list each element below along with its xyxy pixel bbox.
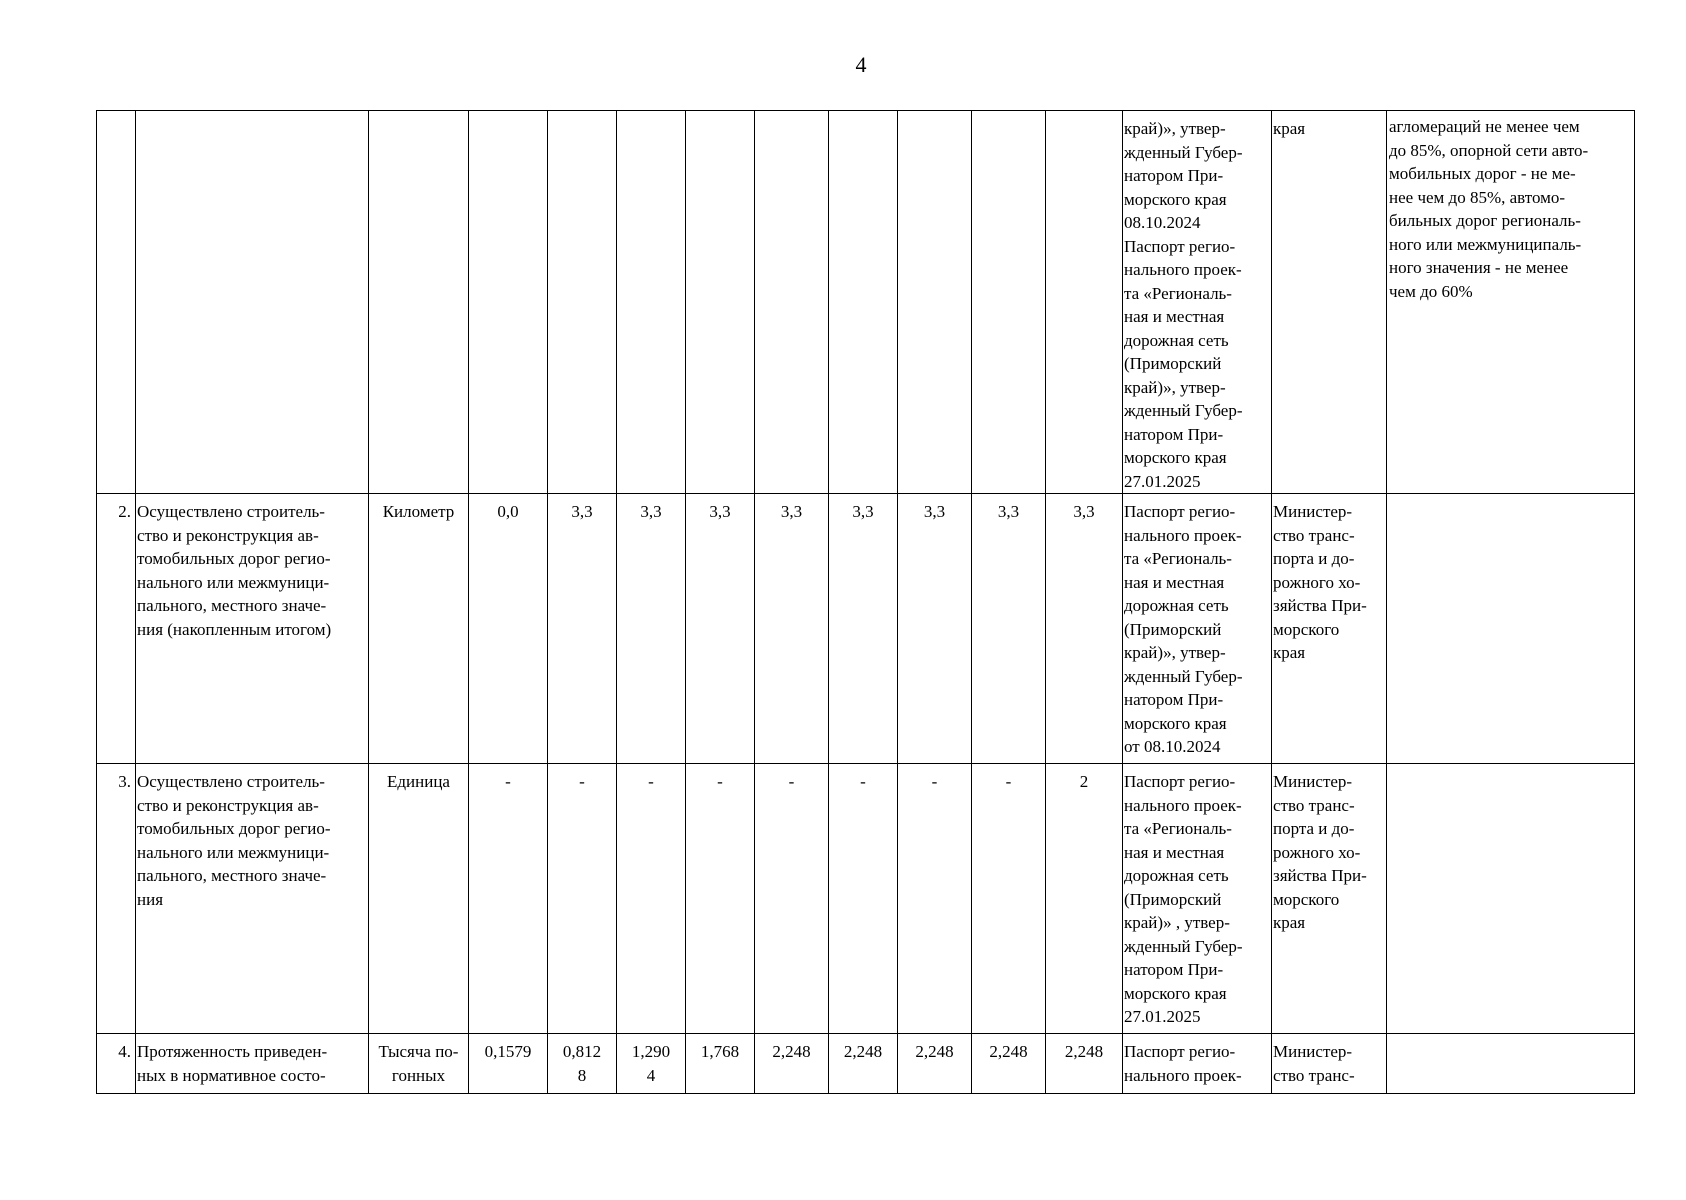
indicator-name-line: пального, местного значе- — [137, 596, 327, 615]
value-cell — [1046, 764, 1123, 1034]
table-body — [97, 111, 1635, 1094]
source-document-line: та «Региональ- — [1124, 283, 1232, 303]
source-document-line: жденный Губер- — [1124, 401, 1243, 420]
value-text — [686, 111, 754, 117]
value-text: 2,248 — [843, 1042, 883, 1061]
value-cell — [755, 764, 829, 1034]
source-document-line: жденный Губер- — [1124, 666, 1243, 686]
value-cell — [755, 1034, 829, 1094]
responsible-body — [1272, 764, 1387, 1034]
source-document — [1123, 111, 1272, 494]
value-text — [617, 111, 685, 117]
responsible-body-line: ство транс- — [1273, 525, 1355, 545]
indicator-name-line: Протяженность приведен- — [137, 1042, 328, 1061]
source-document-line: 27.01.2025 — [1124, 471, 1201, 491]
source-document-line: Паспорт регио- — [1124, 236, 1236, 256]
responsible-body-line: рожного хо- — [1273, 572, 1361, 592]
value-line: 0,812 — [562, 1042, 602, 1061]
value-text — [972, 111, 1045, 117]
source-document-line: морского края — [1124, 713, 1227, 733]
source-document-line: нального проек- — [1124, 1065, 1242, 1085]
value-cell — [686, 494, 755, 764]
responsible-body-line: зяйства При- — [1273, 866, 1367, 885]
source-document-line: Паспорт регио- — [1124, 502, 1236, 521]
indicator-name-line: нального или межмуници- — [137, 842, 330, 862]
source-document-line: ная и местная — [1124, 842, 1225, 862]
value-text: - — [788, 772, 795, 791]
value-cell — [755, 111, 829, 494]
source-document-line: нального проек- — [1124, 260, 1242, 279]
value-text: 2 — [1079, 772, 1089, 791]
source-document-line: ная и местная — [1124, 307, 1225, 326]
value-text: 3,3 — [571, 502, 593, 521]
note-text-line: нее чем до 85%, автомо- — [1389, 187, 1566, 207]
value-text: 3,3 — [709, 502, 731, 521]
row-number-text: 3. — [118, 772, 131, 791]
indicator-name-line: пального, местного значе- — [137, 866, 327, 885]
table-row — [97, 494, 1635, 764]
indicator-name — [136, 494, 369, 764]
note-text — [1387, 494, 1635, 764]
value-text — [469, 111, 547, 117]
value-text: - — [505, 772, 511, 791]
value-text — [755, 111, 828, 117]
value-cell — [548, 111, 617, 494]
source-document-line: край)», утвер- — [1124, 377, 1226, 397]
source-document-line: морского края — [1124, 983, 1227, 1003]
source-document-line: жденный Губер- — [1124, 142, 1243, 162]
indicator-name-line: томобильных дорог регио- — [137, 549, 331, 568]
unit-of-measure — [369, 764, 469, 1034]
source-document-line: (Приморский — [1124, 354, 1222, 373]
indicator-name-line: нального или межмуници- — [137, 572, 330, 592]
source-document-line: (Приморский — [1124, 619, 1222, 639]
value-cell — [898, 764, 972, 1034]
source-document-line: нального проек- — [1124, 525, 1242, 545]
responsible-body-line: порта и до- — [1273, 819, 1355, 838]
responsible-body-line: края — [1273, 643, 1306, 662]
value-text — [898, 111, 971, 117]
source-document-line: та «Региональ- — [1124, 819, 1232, 838]
indicator-name — [136, 764, 369, 1034]
value-text: 3,3 — [923, 502, 946, 521]
value-cell — [686, 1034, 755, 1094]
value-text: - — [579, 772, 585, 791]
source-document-line: (Приморский — [1124, 889, 1222, 909]
responsible-body-line: Министер- — [1273, 502, 1353, 521]
unit-of-measure-line: Единица — [387, 772, 450, 791]
value-cell — [469, 1034, 548, 1094]
source-document — [1123, 494, 1272, 764]
note-text-line: бильных дорог региональ- — [1389, 211, 1581, 230]
source-document-line: край)» , утвер- — [1124, 913, 1230, 932]
value-text: 3,3 — [780, 502, 803, 521]
page-number: 4 — [855, 52, 867, 77]
source-document-line: 27.01.2025 — [1124, 1007, 1201, 1026]
source-document-line: морского края — [1124, 448, 1227, 467]
source-document-line: дорожная сеть — [1124, 596, 1229, 615]
row-number — [97, 764, 136, 1034]
source-document-line: та «Региональ- — [1124, 549, 1232, 568]
responsible-body-line: края — [1273, 119, 1306, 138]
responsible-body-line: Министер- — [1273, 772, 1353, 791]
value-cell — [1046, 1034, 1123, 1094]
value-text — [548, 1034, 616, 1087]
value-cell — [972, 111, 1046, 494]
source-document-line: морского края — [1124, 189, 1227, 209]
note-text-line: ного значения - не менее — [1389, 258, 1569, 277]
responsible-body — [1272, 1034, 1387, 1094]
value-text: 0,1579 — [484, 1042, 532, 1061]
value-cell — [469, 111, 548, 494]
indicator-name-line: ных в нормативное состо- — [137, 1065, 326, 1085]
responsible-body-line: морского — [1273, 889, 1340, 909]
row-number — [97, 1034, 136, 1094]
value-text: 1,768 — [700, 1042, 740, 1061]
note-text-line: чем до 60% — [1389, 281, 1473, 301]
indicator-name — [136, 1034, 369, 1094]
value-text: - — [860, 772, 866, 791]
row-number-text: 2. — [118, 502, 131, 521]
value-text: - — [931, 772, 938, 791]
value-cell — [972, 764, 1046, 1034]
indicator-name-line: томобильных дорог регио- — [137, 819, 331, 838]
value-line: 8 — [577, 1065, 587, 1085]
unit-of-measure-line: Тысяча по- — [378, 1042, 459, 1061]
value-cell — [617, 111, 686, 494]
value-cell — [686, 111, 755, 494]
unit-of-measure — [369, 494, 469, 764]
note-text — [1387, 764, 1635, 1034]
value-cell — [1046, 494, 1123, 764]
value-text — [1046, 111, 1122, 117]
value-cell — [469, 764, 548, 1034]
value-cell — [617, 764, 686, 1034]
indicator-name — [136, 111, 369, 494]
source-document-line: 08.10.2024 — [1124, 213, 1201, 232]
value-text: - — [717, 772, 723, 791]
value-text: 3,3 — [1073, 502, 1095, 521]
note-text — [1387, 111, 1635, 494]
value-text: - — [1005, 772, 1012, 791]
value-cell — [1046, 111, 1123, 494]
value-text: 2,248 — [772, 1042, 811, 1061]
value-text — [548, 111, 616, 117]
source-document-line: край)», утвер- — [1124, 643, 1226, 662]
source-document — [1123, 1034, 1272, 1094]
value-cell — [829, 1034, 898, 1094]
value-cell — [548, 764, 617, 1034]
value-text: 3,3 — [640, 502, 662, 521]
responsible-body-line: морского — [1273, 619, 1340, 639]
note-text-line: ного или межмуниципаль- — [1389, 234, 1582, 254]
table-row — [97, 1034, 1635, 1094]
note-text — [1387, 1034, 1635, 1094]
responsible-body-line: рожного хо- — [1273, 842, 1361, 862]
unit-of-measure — [369, 111, 469, 494]
unit-of-measure — [369, 1034, 469, 1094]
source-document-line: от 08.10.2024 — [1124, 737, 1221, 756]
row-number-text — [97, 111, 135, 117]
indicator-name-line: ство и реконструкция ав- — [137, 525, 319, 545]
value-text: - — [648, 772, 654, 791]
responsible-body — [1272, 494, 1387, 764]
responsible-body-line: ство транс- — [1273, 1065, 1355, 1085]
value-cell — [469, 494, 548, 764]
table-row — [97, 111, 1635, 494]
value-cell — [548, 1034, 617, 1094]
value-cell — [755, 494, 829, 764]
row-number-text: 4. — [118, 1042, 131, 1061]
value-cell — [617, 1034, 686, 1094]
note-text-line: агломераций не менее чем — [1389, 117, 1580, 136]
value-cell — [898, 494, 972, 764]
source-document-line: жденный Губер- — [1124, 936, 1243, 956]
source-document — [1123, 764, 1272, 1034]
responsible-body-line: края — [1273, 913, 1306, 932]
note-text-line: мобильных дорог - не ме- — [1389, 164, 1576, 183]
value-cell — [829, 764, 898, 1034]
source-document-line: натором При- — [1124, 166, 1224, 185]
value-cell — [686, 764, 755, 1034]
source-document-line: натором При- — [1124, 424, 1224, 444]
indicators-table — [96, 110, 1635, 1094]
responsible-body-line: ство транс- — [1273, 795, 1355, 815]
value-text — [829, 111, 897, 117]
table-row — [97, 764, 1635, 1034]
source-document-line: натором При- — [1124, 960, 1224, 979]
unit-of-measure-line: гонных — [391, 1065, 446, 1085]
source-document-line: натором При- — [1124, 690, 1224, 709]
value-cell — [898, 111, 972, 494]
value-cell — [829, 494, 898, 764]
indicator-name-line: ство и реконструкция ав- — [137, 795, 319, 815]
responsible-body-line: Министер- — [1273, 1042, 1353, 1061]
note-text-line: до 85%, опорной сети авто- — [1389, 140, 1589, 160]
value-text: 2,248 — [915, 1042, 954, 1061]
value-cell — [617, 494, 686, 764]
source-document-line: дорожная сеть — [1124, 330, 1229, 350]
row-number — [97, 494, 136, 764]
indicator-name-line: ния (накопленным итогом) — [137, 619, 332, 639]
source-document-line: дорожная сеть — [1124, 866, 1229, 885]
value-line: 4 — [646, 1065, 656, 1085]
value-text: 3,3 — [852, 502, 874, 521]
unit-of-measure-line: Километр — [382, 502, 455, 521]
value-text: 2,248 — [1064, 1042, 1104, 1061]
value-cell — [972, 494, 1046, 764]
value-text: 0,0 — [497, 502, 519, 521]
value-cell — [829, 111, 898, 494]
value-text — [617, 1034, 685, 1087]
row-number — [97, 111, 136, 494]
value-cell — [898, 1034, 972, 1094]
source-document-line: нального проек- — [1124, 795, 1242, 815]
source-document-line: Паспорт регио- — [1124, 772, 1236, 791]
responsible-body-line: порта и до- — [1273, 549, 1355, 568]
responsible-body-line: зяйства При- — [1273, 596, 1367, 615]
responsible-body — [1272, 111, 1387, 494]
indicator-name-line: ния — [137, 889, 164, 909]
source-document-line: край)», утвер- — [1124, 119, 1226, 138]
indicator-name-line: Осуществлено строитель- — [137, 772, 325, 791]
value-text: 2,248 — [989, 1042, 1028, 1061]
value-cell — [972, 1034, 1046, 1094]
value-text: 3,3 — [997, 502, 1020, 521]
source-document-line: Паспорт регио- — [1124, 1042, 1236, 1061]
value-line: 1,290 — [631, 1042, 671, 1061]
source-document-line: ная и местная — [1124, 572, 1225, 592]
indicator-name-line: Осуществлено строитель- — [137, 502, 325, 521]
value-cell — [548, 494, 617, 764]
